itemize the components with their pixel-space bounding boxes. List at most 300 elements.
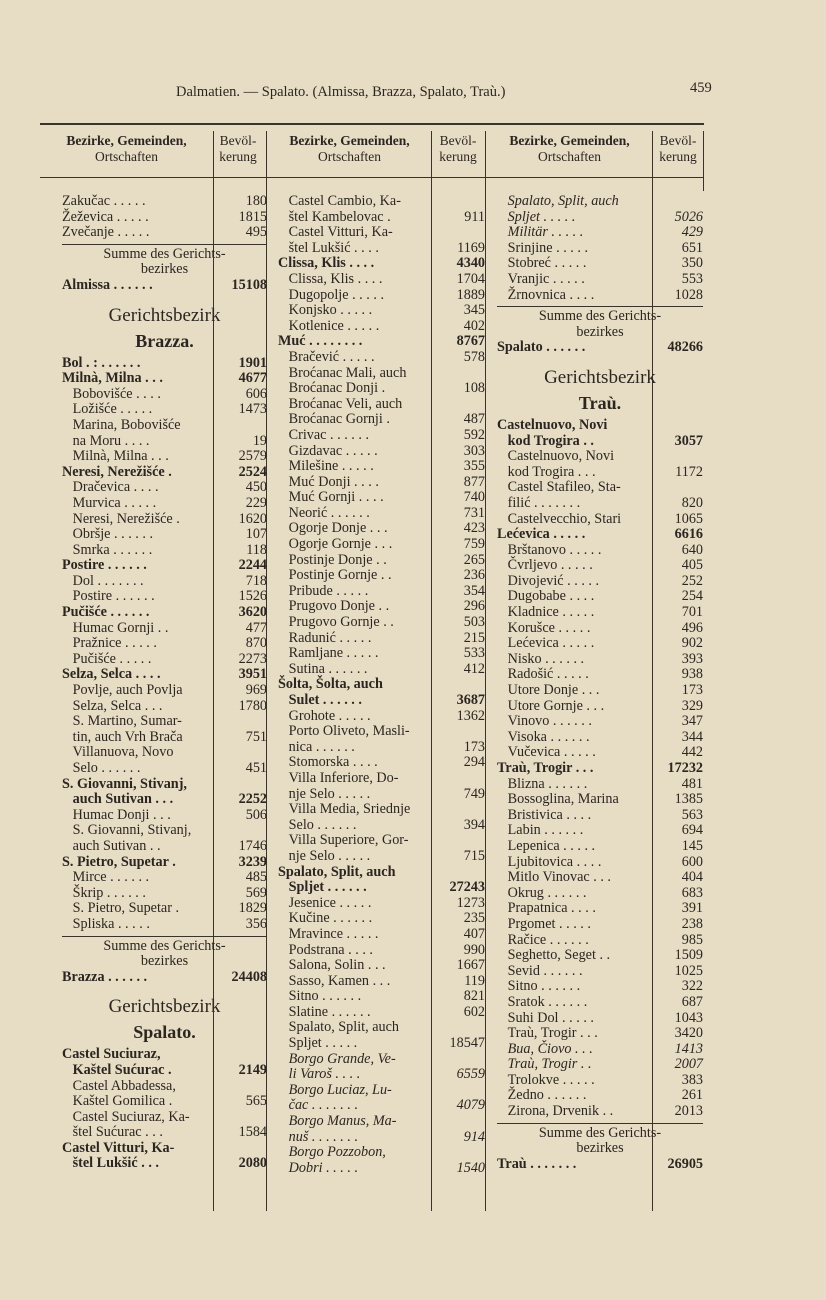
population-value: 107: [245, 526, 267, 543]
population-value: 1584: [238, 1124, 267, 1141]
table-row: [278, 771, 485, 787]
place-name: Prugovo Gornje . .: [278, 614, 394, 631]
population-value: 1043: [674, 1009, 703, 1026]
population-value: 1385: [674, 791, 703, 808]
population-value: 6616: [674, 526, 703, 543]
place-name: Kotlenice . . . . .: [278, 317, 380, 334]
table-row: [497, 948, 703, 964]
pop-header-line2: kerung: [659, 149, 697, 164]
table-row: [278, 537, 485, 553]
district-name: Traù.: [578, 392, 622, 413]
table-row: [62, 1125, 267, 1141]
table-row: [497, 340, 703, 356]
population-value: 6559: [456, 1066, 485, 1083]
population-value: 450: [245, 479, 267, 496]
place-name: Kladnice . . . . .: [497, 604, 595, 621]
table-row: [62, 574, 267, 590]
table-row: [62, 730, 267, 746]
table-row: [278, 693, 485, 709]
place-name: Stobreć . . . . .: [497, 255, 587, 272]
place-name: Neorić . . . . . .: [278, 504, 370, 521]
place-name: Borgo Manus, Ma-: [278, 1113, 397, 1130]
table-row: [278, 288, 485, 304]
place-name: štel Kambelovac .: [278, 208, 391, 225]
table-row: [62, 1110, 267, 1126]
table-row: [497, 792, 703, 808]
table-row: [497, 761, 703, 777]
place-name: Stomorska . . . .: [278, 754, 378, 771]
table-row: [278, 646, 485, 662]
table-row: [497, 434, 703, 450]
table-row: [62, 1079, 267, 1095]
population-value: 902: [681, 635, 703, 652]
table-row: [278, 1052, 485, 1068]
table-row: [497, 1042, 703, 1058]
population-value: 2524: [238, 463, 267, 480]
place-name: Brštanovo . . . . .: [497, 541, 602, 558]
table-row: [62, 886, 267, 902]
place-name: Selza, Selca . . . .: [62, 666, 161, 683]
place-name: kod Trogira . .: [497, 432, 594, 449]
population-value: 715: [463, 847, 485, 864]
place-name: Bobovišće . . . .: [62, 385, 161, 402]
table-row: [497, 730, 703, 746]
population-value: 356: [245, 915, 267, 932]
table-row: [62, 1141, 267, 1157]
place-name: Divojević . . . . .: [497, 572, 600, 589]
place-name: Borgo Luciaz, Lu-: [278, 1081, 392, 1098]
population-value: 3620: [238, 604, 267, 621]
place-name: Sratok . . . . . .: [497, 993, 588, 1010]
place-name: Spalato, Split, auch: [278, 863, 396, 880]
column-3: [497, 194, 703, 1172]
place-name: Muć Gornji . . . .: [278, 489, 384, 506]
population-value: 731: [463, 504, 485, 521]
population-value: 303: [463, 442, 485, 459]
table-row: [497, 256, 703, 272]
population-value: 701: [681, 604, 703, 621]
place-name: Castelnuovo, Novi: [497, 416, 608, 433]
district-heading: Gerichtsbezirk: [108, 996, 221, 1018]
population-value: 1901: [238, 354, 267, 371]
table-row: [62, 917, 267, 933]
table-row: [62, 262, 267, 278]
table-row: [497, 823, 703, 839]
table-row: [62, 512, 267, 528]
place-name: Summe des Gerichts-: [538, 308, 662, 325]
table-row: [278, 553, 485, 569]
place-name: Selo . . . . . .: [62, 760, 141, 776]
table-row: [62, 870, 267, 886]
place-name: Villa Inferiore, Do-: [278, 769, 399, 786]
place-name: Žrnovnica . . . .: [497, 286, 595, 303]
population-value: 1362: [456, 707, 485, 724]
table-row: [497, 1123, 703, 1142]
place-name: Summe des Gerichts-: [103, 245, 226, 262]
place-name: Zirona, Drvenik . .: [497, 1103, 614, 1120]
table-row: [62, 699, 267, 715]
population-value: 215: [463, 629, 485, 646]
table-row: [497, 621, 703, 637]
population-value: 350: [681, 255, 703, 272]
place-name: Spalato, Split, auch: [497, 193, 619, 209]
table-row: [278, 272, 485, 288]
place-name: kod Trogira . . .: [497, 463, 596, 480]
place-name: Ložišće . . . . .: [62, 401, 153, 418]
table-row: [497, 870, 703, 886]
table-row: [278, 818, 485, 834]
population-value: 3420: [674, 1025, 703, 1042]
table-row: [497, 589, 703, 605]
population-value: 718: [245, 572, 267, 589]
table-row: [62, 936, 267, 955]
table-row: [62, 667, 267, 683]
table-row: [278, 490, 485, 506]
population-value: 651: [681, 239, 703, 256]
place-name: Porto Oliveto, Masli-: [278, 723, 410, 740]
place-name: Broćanac Veli, auch: [278, 395, 403, 412]
population-value: 391: [681, 900, 703, 917]
place-name: Muć Donji . . . .: [278, 473, 379, 490]
place-name: S. Giovanni, Stivanj,: [62, 775, 187, 792]
table-row: [497, 465, 703, 481]
place-name: Villa Superiore, Gor-: [278, 832, 409, 849]
place-name: Utore Gornje . . .: [497, 697, 605, 714]
table-row: [278, 1114, 485, 1130]
population-value: 759: [463, 536, 485, 553]
population-value: 383: [681, 1071, 703, 1088]
population-value: 5026: [674, 208, 703, 225]
population-value: 683: [681, 884, 703, 901]
place-name: Crivac . . . . . .: [278, 426, 370, 443]
place-name: Ramljane . . . . .: [278, 645, 379, 662]
table-row: [497, 241, 703, 257]
population-value: 506: [245, 806, 267, 823]
district-heading: Gerichtsbezirk: [108, 304, 221, 326]
table-row: [62, 543, 267, 559]
table-row: [497, 979, 703, 995]
population-value: 393: [681, 650, 703, 667]
population-value: 17232: [667, 760, 703, 776]
population-value: 451: [245, 760, 267, 776]
place-name: Škrip . . . . . .: [62, 884, 146, 901]
table-row: [62, 278, 267, 294]
place-name: Ogorje Gornje . . .: [278, 536, 393, 553]
place-name: Korušce . . . . .: [497, 619, 591, 636]
table-row: [62, 589, 267, 605]
place-name: Borgo Grande, Ve-: [278, 1050, 396, 1067]
place-name: Račice . . . . . .: [497, 931, 589, 948]
place-name: Muć . . . . . . . .: [278, 333, 363, 350]
table-row: [497, 745, 703, 761]
table-row: [497, 1104, 703, 1120]
place-name: Castel Suciuraz,: [62, 1046, 161, 1063]
table-row: [62, 792, 267, 808]
population-value: 2149: [238, 1061, 267, 1078]
population-value: 2252: [238, 791, 267, 808]
table-row: [278, 444, 485, 460]
population-value: 3687: [456, 692, 485, 708]
population-value: 173: [463, 738, 485, 755]
population-value: 969: [245, 682, 267, 699]
table-row: [62, 371, 267, 387]
table-row: [278, 989, 485, 1005]
table-row: [278, 381, 485, 397]
population-value: 2579: [238, 448, 267, 465]
pop-header-line1: Bevöl-: [659, 133, 697, 148]
population-value: 4079: [456, 1097, 485, 1114]
table-row: [497, 449, 703, 465]
place-name: S. Pietro, Supetar .: [62, 853, 176, 870]
population-value: 108: [463, 380, 485, 397]
place-name: Dračevica . . . .: [62, 479, 159, 496]
population-value: 329: [681, 697, 703, 714]
population-value: 180: [245, 193, 267, 209]
table-row: [62, 210, 267, 226]
population-value: 687: [681, 993, 703, 1010]
table-row: [278, 412, 485, 428]
name-header-sub: Ortschaften: [318, 149, 381, 164]
place-name: Pribude . . . . .: [278, 582, 369, 599]
table-row: [62, 652, 267, 668]
place-name: Bračević . . . . .: [278, 348, 375, 365]
table-row: [62, 402, 267, 418]
place-name: Utore Donje . . .: [497, 682, 600, 699]
place-name: Castelnuovo, Novi: [497, 448, 615, 465]
table-row: [278, 787, 485, 803]
table-row: [62, 356, 267, 372]
place-name: Vučevica . . . . .: [497, 744, 596, 761]
table-row: [497, 272, 703, 288]
column-2: [278, 194, 485, 1176]
table-row: [278, 1145, 485, 1161]
table-row: [278, 1036, 485, 1052]
population-value: 495: [245, 224, 267, 241]
place-name: bezirkes: [576, 1140, 624, 1157]
table-row: [62, 194, 267, 210]
population-value: 252: [681, 572, 703, 589]
table-row: [278, 740, 485, 756]
population-value: 578: [463, 348, 485, 365]
place-name: Traù . . . . . . .: [497, 1155, 577, 1172]
place-name: Vinovo . . . . . .: [497, 713, 592, 730]
place-name: Selo . . . . . .: [278, 816, 357, 833]
place-name: Podstrana . . . .: [278, 941, 373, 958]
population-value: 938: [681, 666, 703, 683]
table-row: [278, 677, 485, 693]
place-name: Mirce . . . . . .: [62, 869, 150, 886]
population-value: 602: [463, 1003, 485, 1020]
table-row: [62, 777, 267, 793]
table-row: [62, 225, 267, 241]
population-value: 235: [463, 910, 485, 927]
table-row: [62, 855, 267, 871]
population-value: 442: [681, 744, 703, 761]
table-row: [278, 428, 485, 444]
population-value: 1780: [238, 697, 267, 714]
table-row: [278, 880, 485, 896]
place-name: auch Sutivan . .: [62, 837, 161, 854]
table-row: [497, 558, 703, 574]
place-name: li Varoš . . . .: [278, 1066, 361, 1083]
table-row: [278, 724, 485, 740]
district-name: Brazza.: [135, 330, 194, 351]
place-name: nje Selo . . . . .: [278, 785, 371, 802]
place-name: Sulet . . . . . .: [278, 692, 362, 708]
place-name: Labin . . . . . .: [497, 822, 584, 839]
place-name: Spliska . . . . .: [62, 915, 150, 932]
place-name: Milnà, Milna . . .: [62, 370, 163, 387]
place-name: Visoka . . . . . .: [497, 728, 590, 745]
table-row: [62, 449, 267, 465]
table-row: [62, 527, 267, 543]
table-row: [497, 210, 703, 226]
table-row: [62, 808, 267, 824]
table-row: [497, 512, 703, 528]
population-value: 24408: [231, 968, 267, 985]
place-name: štel Lukšić . . . .: [278, 239, 379, 256]
place-name: Sitno . . . . . .: [278, 988, 362, 1005]
place-name: Salona, Solin . . .: [278, 957, 386, 974]
place-name: Kaštel Sućurac .: [62, 1061, 172, 1078]
population-value: 914: [463, 1128, 485, 1145]
place-name: Humac Donji . . .: [62, 806, 171, 823]
population-value: 1473: [238, 401, 267, 418]
population-value: 15108: [231, 276, 267, 293]
place-name: Milnà, Milna . . .: [62, 448, 169, 465]
place-name: Pražnice . . . . .: [62, 635, 157, 652]
population-value: 1829: [238, 900, 267, 917]
place-name: Smrka . . . . . .: [62, 541, 153, 558]
table-row: [278, 397, 485, 413]
place-name: Traù, Trogir . . .: [497, 760, 594, 776]
population-value: 820: [681, 494, 703, 511]
place-name: auch Sutivan . . .: [62, 791, 174, 808]
population-value: 405: [681, 557, 703, 574]
place-name: Spljet . . . . . .: [278, 879, 367, 896]
table-row: [62, 1094, 267, 1110]
population-value: 985: [681, 931, 703, 948]
table-row: [278, 334, 485, 350]
pop-header-line1: Bevöl-: [439, 133, 477, 148]
table-row: [62, 970, 267, 986]
place-name: Almissa . . . . . .: [62, 276, 153, 293]
table-row: [278, 615, 485, 631]
place-name: S. Giovanni, Stivanj,: [62, 822, 192, 839]
place-name: Borgo Pozzobon,: [278, 1144, 386, 1161]
population-value: 2007: [674, 1056, 703, 1073]
population-value: 423: [463, 520, 485, 537]
population-value: 345: [463, 302, 485, 319]
place-name: Nisko . . . . . .: [497, 650, 585, 667]
table-row: [278, 802, 485, 818]
district-heading: Gerichtsbezirk: [544, 366, 656, 388]
table-row: [497, 808, 703, 824]
place-name: S. Pietro, Supetar .: [62, 900, 180, 917]
place-name: Suhi Dol . . . . .: [497, 1009, 594, 1026]
place-name: Obršje . . . . . .: [62, 526, 154, 543]
population-value: 4677: [238, 370, 267, 387]
table-row: [497, 901, 703, 917]
table-row: [62, 434, 267, 450]
place-name: Kaštel Gomilica .: [62, 1093, 173, 1110]
population-value: 2244: [238, 557, 267, 574]
table-row: [278, 1067, 485, 1083]
population-value: 1704: [456, 270, 485, 287]
place-name: Ogorje Donje . . .: [278, 520, 388, 537]
table-row: [497, 480, 703, 496]
place-name: nje Selo . . . . .: [278, 847, 371, 864]
place-name: nica . . . . . .: [278, 738, 355, 755]
place-name: Dol . . . . . . .: [62, 572, 144, 589]
population-value: 429: [681, 224, 703, 241]
population-value: 1028: [674, 286, 703, 303]
place-name: Kučine . . . . . .: [278, 910, 373, 927]
population-value: 1815: [238, 208, 267, 225]
table-row: [497, 288, 703, 304]
population-value: 1172: [675, 463, 703, 480]
table-row: [497, 777, 703, 793]
place-name: Villa Media, Sriednje: [278, 801, 411, 818]
name-column-header-1: [40, 133, 213, 165]
place-name: Trolokve . . . . .: [497, 1071, 595, 1088]
pop-header-line2: kerung: [439, 149, 477, 164]
place-name: Zakučac . . . . .: [62, 193, 146, 209]
table-row: [62, 621, 267, 637]
population-value: 354: [463, 582, 485, 599]
place-name: Castelvecchio, Stari: [497, 510, 622, 527]
place-name: Pučišće . . . . .: [62, 650, 152, 667]
population-value: 355: [463, 458, 485, 475]
population-value: 569: [245, 884, 267, 901]
table-row: [278, 1098, 485, 1114]
place-name: Broćanac Mali, auch: [278, 364, 407, 381]
place-name: Lećevica . . . . .: [497, 526, 586, 543]
place-name: štel Sućurac . . .: [62, 1124, 163, 1141]
place-name: Povlje, auch Povlja: [62, 682, 183, 699]
table-row: [278, 194, 485, 210]
population-value: 3239: [238, 853, 267, 870]
name-header-bold: Bezirke, Gemeinden,: [289, 133, 410, 148]
table-row: [278, 755, 485, 771]
table-row: [497, 1057, 703, 1073]
table-row: [497, 1141, 703, 1157]
name-column-header-2: [268, 133, 431, 165]
population-value: 751: [245, 728, 267, 745]
place-name: Postire . . . . . .: [62, 557, 147, 574]
place-name: Zvečanje . . . . .: [62, 224, 150, 241]
table-row: [497, 194, 703, 210]
table-row: [278, 241, 485, 257]
table-row: [278, 958, 485, 974]
table-row: [62, 558, 267, 574]
place-name: Marina, Bobovišće: [62, 416, 181, 433]
pop-column-header-2: [431, 133, 485, 165]
population-value: 1540: [456, 1159, 485, 1176]
population-value: 1889: [456, 286, 485, 303]
table-row: [278, 1161, 485, 1177]
table-row: [278, 927, 485, 943]
table-row: [497, 605, 703, 621]
place-name: Traù, Trogir . . .: [497, 1025, 598, 1042]
table-row: [278, 366, 485, 382]
place-name: bezirkes: [576, 323, 624, 340]
population-value: 870: [245, 635, 267, 652]
place-name: Summe des Gerichts-: [538, 1124, 662, 1141]
place-name: Konjsko . . . . .: [278, 302, 373, 319]
population-value: 3057: [674, 432, 703, 449]
table-row: [278, 1130, 485, 1146]
